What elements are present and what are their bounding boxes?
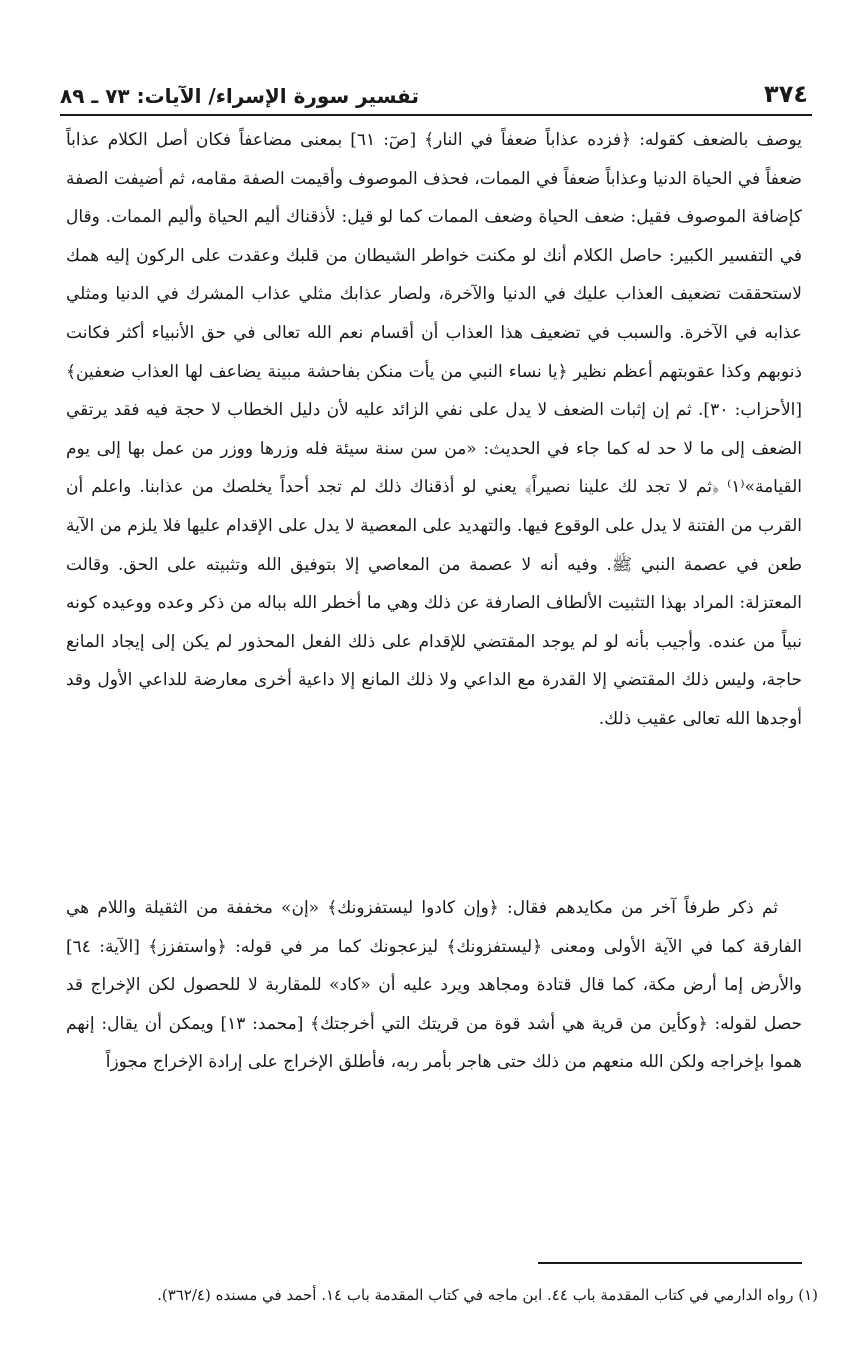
page-header <box>60 64 808 108</box>
footnote <box>66 1278 818 1312</box>
page-number: ٣٧٤ <box>764 80 808 108</box>
paragraph-text: يوصف بالضعف كقوله: ﴿فزده عذاباً ضعفاً في النار﴾ [صٓ: ٦١] بمعنى مضاعفاً فكان أصل الكلام عذاباً ضعفاً في الحياة الدنيا وعذاباً ضعفاً في الممات، فحذف الموصوف وأقيمت الصفة مقامه، ثم أضيفت الصفة كإضافة الموصوف فقيل: ضعف الحياة وضعف الممات كما لو قيل: لأذقناك أليم الحياة وأليم الممات. وقال في التفسير الكبير: حاصل الكلام أنك لو مكنت خواطر الشيطان من قلبك وعقدت على الركون إليه همك لاستحققت تضعيف العذاب عليك في الدنيا والآخرة، ولصار عذابك مثلي عذاب المشرك في الدنيا ومثلي عذابه في الآخرة. والسبب في تضعيف هذا العذاب أن أقسام نعم الله تعالى في حق الأنبياء أكثر فكانت ذنوبهم وكذا عقوبتهم أعظم نظير ﴿يا نساء النبي من يأت منكن بفاحشة مبينة يضاعف لها العذاب ضعفين﴾ [الأحزاب: ٣٠]. ثم إن إثبات الضعف لا يدل على نفي الزائد عليه لأن دليل الخطاب لا حجة فيه فقد يرتقي الضعف إلى ما لا حد له كما جاء في الحديث: «من سن سنة سيئة فله وزرها ووزر من عمل بها إلى يوم القيامة»⁽١⁾ ﴿ثم لا تجد لك علينا نصيراً﴾ يعني لو أذقناك ذلك لم تجد أحداً يخلصك من عذابنا. واعلم أن القرب من الفتنة لا يدل على الوقوع فيها. والتهديد على المعصية لا يدل على الإقدام عليها فلا يلزم من الآية طعن في عصمة النبي ﷺ. وفيه أنه لا عصمة من المعاصي إلا بتوفيق الله وتثبيته على الحق. وقالت المعتزلة: المراد بهذا التثبيت الألطاف الصارفة عن ذلك وهي ما أخطر الله بباله من ذكر وعده ووعيده كونه نبياً من عنده. وأجيب بأنه لو لم يوجد المقتضي للإقدام على ذلك الفعل المحذور لم يكن إلى إيجاد المانع حاجة، وليس ذلك المقتضي إلا القدرة مع الداعي ولا ذلك المانع إلا داعية أخرى معارضة للداعي الأول وقد أوجدها الله تعالى عقيب ذلك. <box>66 130 802 729</box>
header-rule <box>60 114 812 116</box>
footnote-text: (١) رواه الدارمي في كتاب المقدمة باب ٤٤. ابن ماجه في كتاب المقدمة باب ١٤. أحمد في مسنده (٣٦٢/٤). <box>157 1286 818 1304</box>
paragraph-text: ثم ذكر طرفاً آخر من مكايدهم فقال: ﴿وإن كادوا ليستفزونك﴾ «إن» مخففة من الثقيلة واللام هي الفارقة كما في الآية الأولى ومعنى ﴿ليستفزونك﴾ ليزعجونك كما مر في قوله: ﴿واستفزز﴾ [الآية: ٦٤] والأرض إما أرض مكة، كما قال قتادة ومجاهد ويرد عليه أن «كاد» للمقاربة لا للحصول لكن الإخراج قد حصل لقوله: ﴿وكأين من قرية هي أشد قوة من قريتك التي أخرجتك﴾ [محمد: ١٣] ويمكن أن يقال: إنهم هموا بإخراجه ولكن الله منعهم من ذلك حتى هاجر بأمر ربه، فأطلق الإخراج على إرادة الإخراج مجوزاً <box>66 898 802 1073</box>
running-title: تفسير سورة الإسراء/ الآيات: ٧٣ ـ ٨٩ <box>60 84 419 108</box>
main-paragraph-2 <box>66 889 802 1082</box>
footnote-separator <box>538 1262 802 1264</box>
main-paragraph-1 <box>66 121 802 739</box>
